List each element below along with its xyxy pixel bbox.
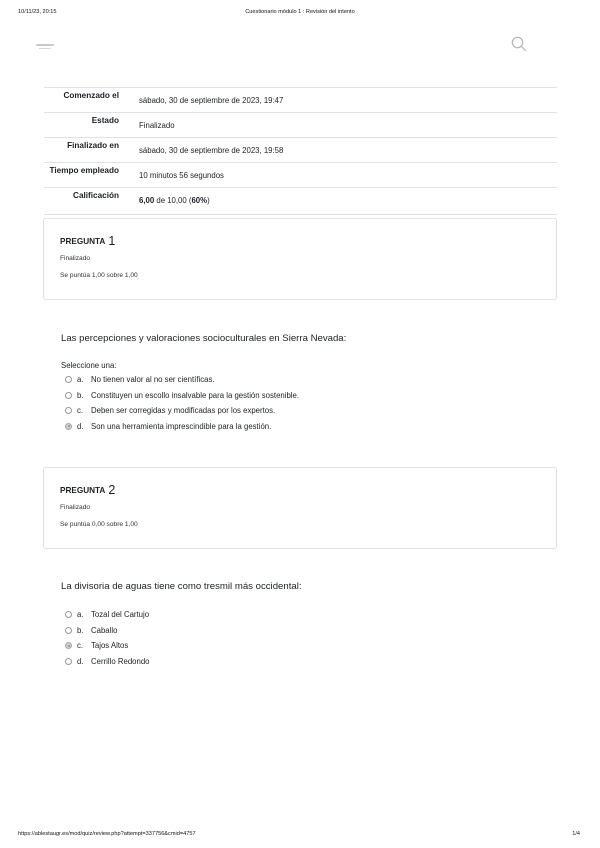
site-logo[interactable] (34, 40, 56, 52)
summary-row-state (44, 113, 557, 138)
answer-option[interactable] (65, 626, 525, 642)
print-footer (0, 831, 600, 843)
summary-label: Comenzado el (63, 91, 119, 100)
grade-percent: 60% (191, 196, 208, 205)
summary-value: sábado, 30 de septiembre de 2023, 19:58 (139, 146, 284, 155)
radio-selected-icon[interactable] (65, 423, 72, 430)
answer-option-selected[interactable] (65, 422, 525, 438)
print-page-number: 1/4 (572, 831, 580, 837)
question-1-info (43, 218, 557, 300)
answer-text: Constituyen un escollo insalvable para la gestión sostenible. (91, 390, 300, 400)
summary-row-time-taken (44, 163, 557, 188)
attempt-summary-table (44, 87, 557, 215)
answer-text: No tienen valor al no ser científicas. (91, 375, 215, 384)
radio-icon[interactable] (65, 392, 72, 399)
answer-option[interactable] (65, 406, 525, 422)
answer-letter: b. (77, 390, 84, 400)
radio-icon[interactable] (65, 376, 72, 383)
answer-option-selected[interactable] (65, 641, 525, 657)
question-2-text: La divisoria de aguas tiene como tresmil más occidental: (61, 581, 302, 592)
question-state: Finalizado (60, 504, 91, 511)
question-grade: Se puntúa 0,00 sobre 1,00 (60, 521, 138, 528)
summary-label: Tiempo empleado (49, 166, 119, 175)
print-header (0, 9, 600, 21)
answer-letter: b. (77, 625, 84, 635)
answer-option[interactable] (65, 375, 525, 391)
radio-icon[interactable] (65, 658, 72, 665)
question-1-title (60, 233, 115, 247)
answer-letter: a. (77, 375, 84, 384)
question-2-title (60, 482, 115, 496)
summary-row-finished (44, 138, 557, 163)
print-page-title: Cuestionario módulo 1 : Revisión del intento (245, 9, 355, 15)
question-1-answers (65, 375, 525, 437)
radio-icon[interactable] (65, 407, 72, 414)
answer-option[interactable] (65, 610, 525, 626)
print-url: https://ablestaugr.es/mod/quiz/review.php?attempt=337756&cmid=4757 (18, 831, 196, 837)
answer-letter: d. (77, 421, 84, 431)
question-2-info (43, 467, 557, 549)
grade-out-of: de 10,00 ( (154, 196, 192, 205)
answer-text: Cerrillo Redondo (91, 656, 150, 666)
summary-row-started (44, 88, 557, 113)
answer-letter: c. (77, 406, 84, 415)
question-label: PREGUNTA (60, 237, 106, 246)
question-number: 2 (108, 483, 116, 497)
question-label: PREGUNTA (60, 486, 106, 495)
summary-label: Finalizado en (67, 141, 119, 150)
radio-selected-icon[interactable] (65, 642, 72, 649)
question-1-text: Las percepciones y valoraciones socioculturales en Sierra Nevada: (61, 333, 347, 344)
answer-text: Tajos Altos (91, 641, 129, 650)
summary-value: sábado, 30 de septiembre de 2023, 19:47 (139, 96, 284, 105)
summary-row-grade (44, 188, 557, 215)
grade-value (139, 196, 210, 205)
answer-text: Caballo (91, 625, 118, 635)
answer-letter: a. (77, 610, 84, 619)
summary-value: Finalizado (139, 121, 175, 130)
summary-value: 10 minutos 56 segundos (139, 171, 224, 180)
print-datetime: 10/11/23, 20:15 (18, 9, 57, 15)
question-number: 1 (108, 234, 116, 248)
grade-score: 6,00 (139, 196, 155, 205)
search-button[interactable] (510, 35, 528, 53)
summary-label: Estado (91, 116, 119, 125)
search-icon (510, 35, 528, 53)
answer-option[interactable] (65, 391, 525, 407)
radio-icon[interactable] (65, 627, 72, 634)
answer-text: Tozal del Cartujo (91, 610, 150, 619)
question-state: Finalizado (60, 255, 91, 262)
answer-letter: d. (77, 656, 84, 666)
radio-icon[interactable] (65, 611, 72, 618)
question-grade: Se puntúa 1,00 sobre 1,00 (60, 272, 138, 279)
question-1-prompt: Seleccione una: (61, 361, 117, 370)
grade-close: ) (207, 196, 210, 205)
answer-option[interactable] (65, 657, 525, 673)
question-2-answers (65, 610, 525, 672)
summary-label: Calificación (73, 191, 119, 200)
answer-text: Son una herramienta imprescindible para la gestión. (91, 421, 272, 431)
answer-text: Deben ser corregidas y modificadas por los expertos. (91, 406, 276, 415)
answer-letter: c. (77, 641, 84, 650)
